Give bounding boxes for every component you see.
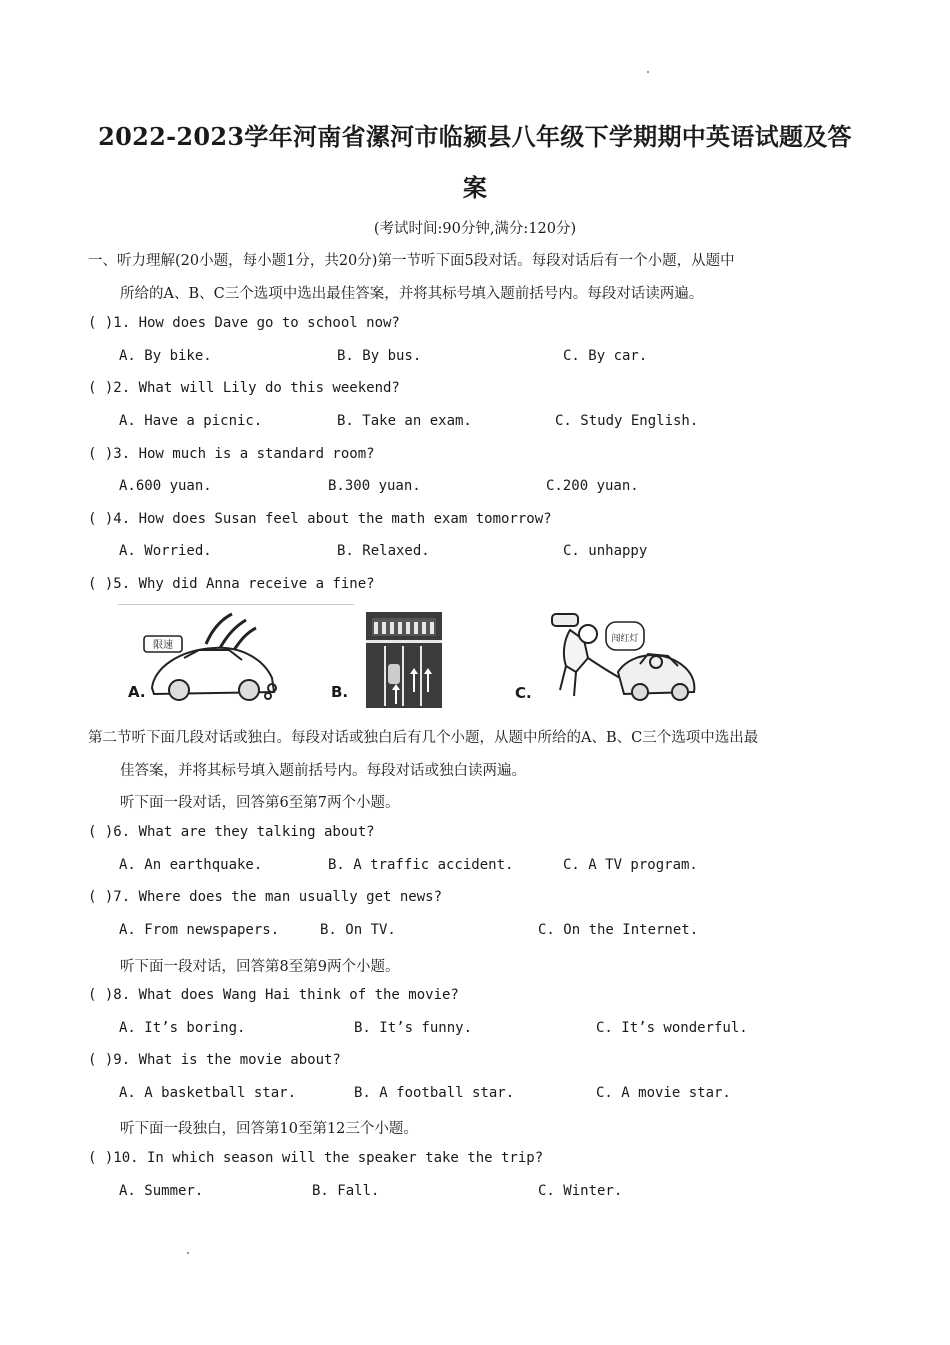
question-4: ( )4. How does Susan feel about the math exam tomorrow? bbox=[88, 511, 552, 527]
red-light-bubble-text: 闯红灯 bbox=[611, 634, 639, 644]
q4-option-b: B. Relaxed. bbox=[337, 543, 430, 559]
q5-label-a: A. bbox=[128, 683, 146, 701]
q2-option-b: B. Take an exam. bbox=[337, 413, 472, 429]
section2-instruction-2: 佳答案，并将其标号填入题前括号内。每段对话或独白读两遍。 bbox=[120, 763, 526, 779]
question-1: ( )1. How does Dave go to school now? bbox=[88, 315, 400, 331]
q8-option-c: C. It’s wonderful. bbox=[596, 1020, 748, 1036]
q2-option-a: A. Have a picnic. bbox=[119, 413, 263, 429]
q1-option-a: A. By bike. bbox=[119, 348, 212, 364]
q1-option-b: B. By bus. bbox=[337, 348, 422, 364]
q10-option-c: C. Winter. bbox=[538, 1183, 623, 1199]
q9-option-a: A. A basketball star. bbox=[119, 1085, 297, 1101]
question-9: ( )9. What is the movie about? bbox=[88, 1052, 341, 1068]
scan-speck bbox=[187, 1252, 189, 1254]
q9-option-b: B. A football star. bbox=[354, 1085, 515, 1101]
q1-option-c: C. By car. bbox=[563, 348, 648, 364]
q3-option-c: C.200 yuan. bbox=[546, 478, 639, 494]
question-7: ( )7. Where does the man usually get news? bbox=[88, 889, 443, 905]
group-instruction-10-12: 听下面一段独白，回答第10至第12三个小题。 bbox=[120, 1121, 418, 1137]
q8-option-b: B. It’s funny. bbox=[354, 1020, 473, 1036]
q5-picture-c bbox=[544, 610, 702, 708]
question-6: ( )6. What are they talking about? bbox=[88, 824, 375, 840]
question-10: ( )10. In which season will the speaker take the trip? bbox=[88, 1150, 544, 1166]
group-instruction-6-7: 听下面一段对话，回答第6至第7两个小题。 bbox=[120, 795, 400, 811]
exam-info: (考试时间:90分钟,满分:120分) bbox=[373, 221, 577, 237]
q5-label-c: C. bbox=[515, 684, 532, 702]
q3-option-a: A.600 yuan. bbox=[119, 478, 212, 494]
question-3: ( )3. How much is a standard room? bbox=[88, 446, 375, 462]
q6-option-b: B. A traffic accident. bbox=[328, 857, 514, 873]
q6-option-a: A. An earthquake. bbox=[119, 857, 263, 873]
q2-option-c: C. Study English. bbox=[555, 413, 699, 429]
q8-option-a: A. It’s boring. bbox=[119, 1020, 246, 1036]
scan-speck bbox=[647, 71, 649, 73]
question-5: ( )5. Why did Anna receive a fine? bbox=[88, 576, 375, 592]
q6-option-c: C. A TV program. bbox=[563, 857, 698, 873]
part1-instruction-1: 一、听力理解(20小题，每小题1分，共20分)第一节听下面5段对话。每段对话后有一个小题，从题中 bbox=[88, 253, 735, 269]
picture-divider bbox=[118, 604, 354, 605]
q9-option-c: C. A movie star. bbox=[596, 1085, 731, 1101]
q3-option-b: B.300 yuan. bbox=[328, 478, 421, 494]
q7-option-b: B. On TV. bbox=[320, 922, 396, 938]
q5-label-b: B. bbox=[331, 683, 349, 701]
q5-picture-a bbox=[124, 610, 284, 704]
q7-option-c: C. On the Internet. bbox=[538, 922, 699, 938]
group-instruction-8-9: 听下面一段对话，回答第8至第9两个小题。 bbox=[120, 959, 400, 975]
title-line-2: 案 bbox=[462, 173, 488, 202]
part1-instruction-2: 所给的A、B、C三个选项中选出最佳答案，并将其标号填入题前括号内。每段对话读两遍。 bbox=[120, 286, 704, 302]
q10-option-b: B. Fall. bbox=[312, 1183, 380, 1199]
question-8: ( )8. What does Wang Hai think of the movie? bbox=[88, 987, 459, 1003]
q4-option-a: A. Worried. bbox=[119, 543, 212, 559]
q4-option-c: C. unhappy bbox=[563, 543, 648, 559]
q10-option-a: A. Summer. bbox=[119, 1183, 204, 1199]
section2-instruction-1: 第二节听下面几段对话或独白。每段对话或独白后有几个小题，从题中所给的A、B、C三个选项中选出最 bbox=[88, 730, 759, 746]
speed-sign-text: 限速 bbox=[153, 640, 173, 651]
title-line-1: 2022-2023学年河南省漯河市临颍县八年级下学期期中英语试题及答 bbox=[98, 122, 852, 151]
q5-picture-b bbox=[366, 612, 442, 708]
q7-option-a: A. From newspapers. bbox=[119, 922, 280, 938]
question-2: ( )2. What will Lily do this weekend? bbox=[88, 380, 400, 396]
